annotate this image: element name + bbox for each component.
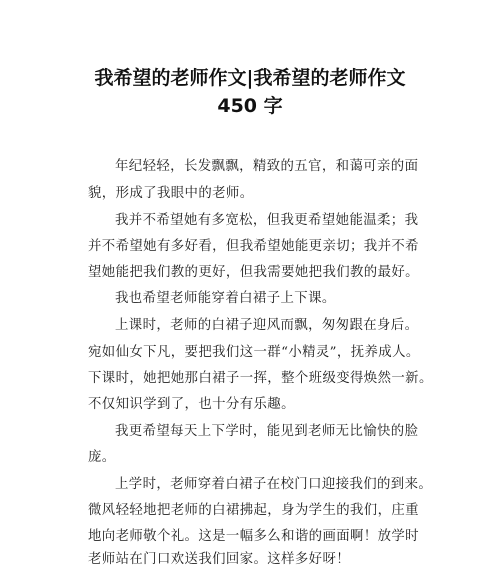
document-title-line-2: 450 字 (217, 95, 283, 117)
paragraph-4-line-4: 不仅知识学到了，也十分有乐趣。 (88, 397, 295, 412)
paragraph-1-line-2: 貌，形成了我眼中的老师。 (88, 186, 254, 201)
paragraph-4-line-3: 下课时，她把她那白裙子一挥，整个班级变得焕然一新。 (88, 371, 433, 386)
paragraph-2-line-2: 并不希望她有多好看，但我希望她能更亲切；我并不希 (88, 239, 419, 254)
paragraph-6-line-2: 微风轻轻地把老师的白裙拂起，身为学生的我们，庄重 (88, 503, 419, 518)
paragraph-4-line-1: 上课时，老师的白裙子迎风而飘，匆匆跟在身后。 (115, 318, 419, 333)
paragraph-4-line-2: 宛如仙女下凡，要把我们这一群“小精灵”，抚养成人。 (88, 345, 420, 360)
document-title-line-1: 我希望的老师作文|我希望的老师作文 (94, 67, 406, 89)
paragraph-2-line-1: 我并不希望她有多宽松，但我更希望她能温柔；我 (115, 213, 419, 228)
paragraph-6-line-4: 老师站在门口欢送我们回家。这样多好呀！ (88, 552, 351, 567)
paragraph-2-line-3: 望她能把我们教的更好，但我需要她把我们教的最好。 (88, 265, 419, 280)
paragraph-6-line-1: 上学时，老师穿着白裙子在校门口迎接我们的到来。 (115, 477, 433, 492)
paragraph-3-line-1: 我也希望老师能穿着白裙子上下课。 (115, 291, 336, 306)
paragraph-5-line-2: 庞。 (88, 450, 116, 465)
paragraph-5-line-1: 我更希望每天上下学时，能见到老师无比愉快的脸 (115, 424, 419, 439)
paragraph-6-line-3: 地向老师敬个礼。这是一幅多么和谐的画面啊！放学时 (88, 529, 419, 544)
paragraph-1-line-1: 年纪轻轻，长发飘飘，精致的五官，和蔼可亲的面 (115, 159, 419, 174)
